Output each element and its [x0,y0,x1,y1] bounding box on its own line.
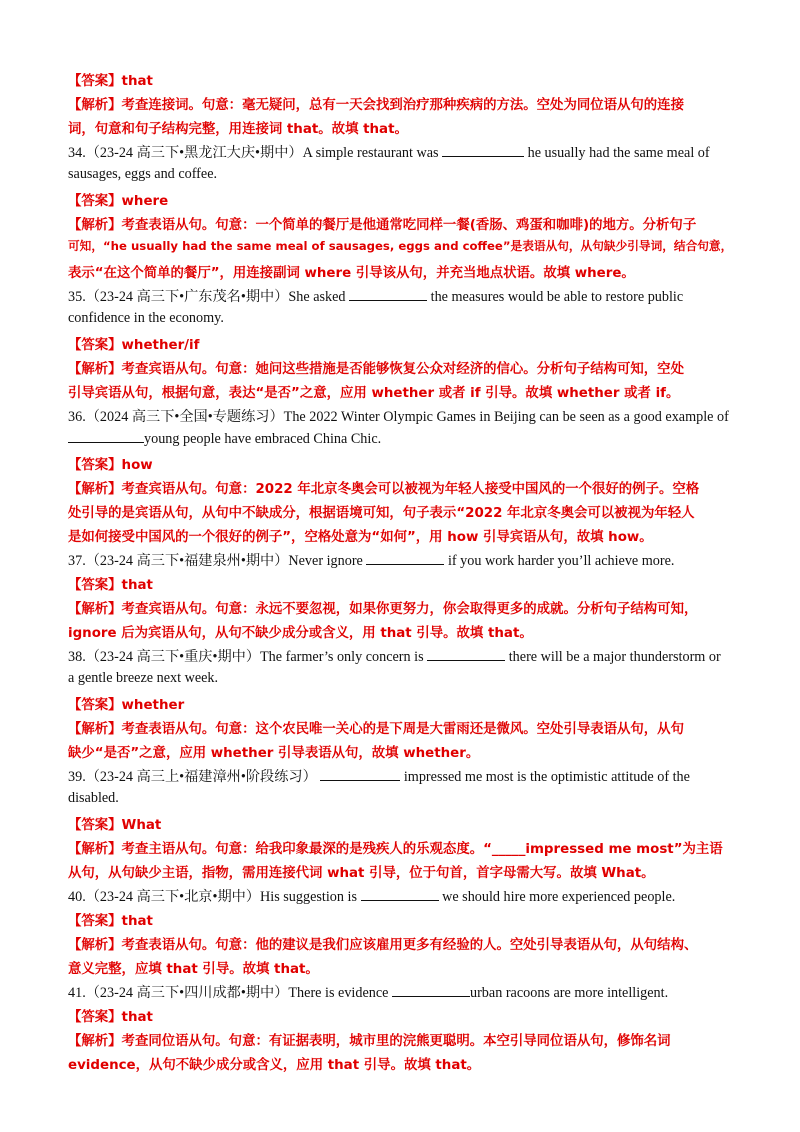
question-text: impressed me most is the optimistic attitude of the [403,769,690,785]
question-source: （23-24 高三下•北京•期中） [85,889,261,905]
question-line: confidence in the economy. [68,310,224,326]
question-text: The 2022 Winter Olympic Games in Beijing can be seen as a good example of [283,409,729,425]
question-number: 38. [68,649,86,665]
analysis-line: 【解析】考查表语从句。句意：这个农民唯一关心的是下周是大雷雨还是微风。空处引导表语从句，从句 [68,722,684,737]
analysis-line: 引导宾语从句，根据句意，表达“是否”之意，应用 whether 或者 if 引导。故填 whether 或者 if。 [68,386,680,401]
analysis-line: 从句，从句缺少主语，指物，需用连接代词 what 引导，位于句首，首字母需大写。故填 What。 [68,866,655,881]
answer-blank [392,984,470,997]
question-source: （23-24 高三上•福建漳州•阶段练习） [85,769,317,785]
question-source: （23-24 高三下•福建泉州•期中） [85,553,289,569]
answer-line: 【答案】What [68,818,162,833]
answer-line: 【答案】where [68,194,169,209]
question-line [68,982,668,1002]
analysis-line: 表示“在这个简单的餐厅”，用连接副词 where 引导该从句，并充当地点状语。故填 where。 [68,266,635,281]
question-number: 39. [68,769,86,785]
question-text: Never ignore [288,553,363,569]
analysis-line: ignore 后为宾语从句，从句不缺少成分或含义，用 that 引导。故填 that。 [68,626,533,641]
answer-line: 【答案】whether/if [68,338,200,353]
question-number: 35. [68,289,86,305]
question-text: His suggestion is [260,889,357,905]
question-line: disabled. [68,790,119,806]
analysis-line: 【解析】考查表语从句。句意：他的建议是我们应该雇用更多有经验的人。空处引导表语从句，从句结构、 [68,938,698,953]
question-text: urban racoons are more intelligent. [469,985,669,1001]
analysis-line: 【解析】考查表语从句。句意：一个简单的餐厅是他通常吃同样一餐(香肠、鸡蛋和咖啡)的地方。分析句子 [68,218,697,233]
question-number: 37. [68,553,86,569]
question-text: we should hire more experienced people. [442,889,676,905]
question-text: There is evidence [288,985,389,1001]
analysis-line: 处引导的是宾语从句，从句中不缺成分，根据语境可知，句子表示“2022 年北京冬奥会可以被视为年轻人 [68,506,695,521]
answer-blank [320,768,400,781]
answer-blank [442,144,524,157]
question-source: （2024 高三下•全国•专题练习） [85,409,284,425]
analysis-line: 是如何接受中国风的一个很好的例子”，空格处意为“如何”，用 how 引导宾语从句，故填 how。 [68,530,653,545]
question-line: sausages, eggs and coffee. [68,166,218,182]
analysis-line: 【解析】考查主语从句。句意：给我印象最深的是残疾人的乐观态度。“_____impressed me most”为主语 [68,842,723,857]
answer-line: 【答案】that [68,578,153,593]
answer-line: 【答案】that [68,1010,153,1025]
question-source: （23-24 高三下•黑龙江大庆•期中） [85,145,303,161]
question-line [68,406,729,426]
analysis-line: 缺少“是否”之意，应用 whether 引导表语从句，故填 whether。 [68,746,480,761]
analysis-line: 【解析】考查宾语从句。句意：她问这些措施是否能够恢复公众对经济的信心。分析句子结构可知，空处 [68,362,684,377]
question-line [68,886,675,906]
question-number: 40. [68,889,86,905]
analysis-line: 【解析】考查连接词。句意：毫无疑问，总有一天会找到治疗那种疾病的方法。空处为同位语从句的连接 [68,98,684,113]
analysis-line: 词，句意和句子结构完整，用连接词 that。故填 that。 [68,122,408,137]
question-line [68,766,690,786]
question-number: 36. [68,409,86,425]
question-source: （23-24 高三下•重庆•期中） [85,649,261,665]
analysis-line: 可知，“he usually had the same meal of sausages, eggs and coffee”是表语从句，从句缺少引导词，结合句意， [68,239,733,253]
question-text: A simple restaurant was [302,145,439,161]
answer-blank [366,552,444,565]
answer-line: 【答案】how [68,458,153,473]
question-text: She asked [288,289,346,305]
question-line [68,646,721,666]
answer-line: 【答案】whether [68,698,185,713]
question-text: The farmer’s only concern is [260,649,424,665]
question-line [68,430,381,448]
answer-line: 【答案】that [68,914,153,929]
analysis-line: evidence，从句不缺少成分或含义，应用 that 引导。故填 that。 [68,1058,481,1073]
question-line [68,286,683,306]
question-line: a gentle breeze next week. [68,670,219,686]
answer-blank [361,888,439,901]
question-number: 34. [68,145,86,161]
question-number: 41. [68,985,86,1001]
question-line [68,142,710,162]
question-source: （23-24 高三下•四川成都•期中） [85,985,289,1001]
question-text: young people have embraced China Chic. [144,431,382,447]
answer-line: 【答案】that [68,74,153,89]
analysis-line: 【解析】考查宾语从句。句意：永远不要忽视，如果你更努力，你会取得更多的成就。分析句子结构可知， [68,602,698,617]
answer-blank [68,430,144,443]
analysis-line: 意义完整，应填 that 引导。故填 that。 [68,962,319,977]
question-source: （23-24 高三下•广东茂名•期中） [85,289,289,305]
analysis-line: 【解析】考查宾语从句。句意：2022 年北京冬奥会可以被视为年轻人接受中国风的一个很好的例子。空格 [68,482,700,497]
question-text: there will be a major thunderstorm or [508,649,721,665]
question-line [68,550,674,570]
question-text: the measures would be able to restore public [430,289,684,305]
answer-blank [349,288,427,301]
analysis-line: 【解析】考查同位语从句。句意：有证据表明，城市里的浣熊更聪明。本空引导同位语从句，修饰名词 [68,1034,671,1049]
question-text: if you work harder you’ll achieve more. [447,553,675,569]
answer-blank [427,648,505,661]
question-text: he usually had the same meal of [527,145,710,161]
